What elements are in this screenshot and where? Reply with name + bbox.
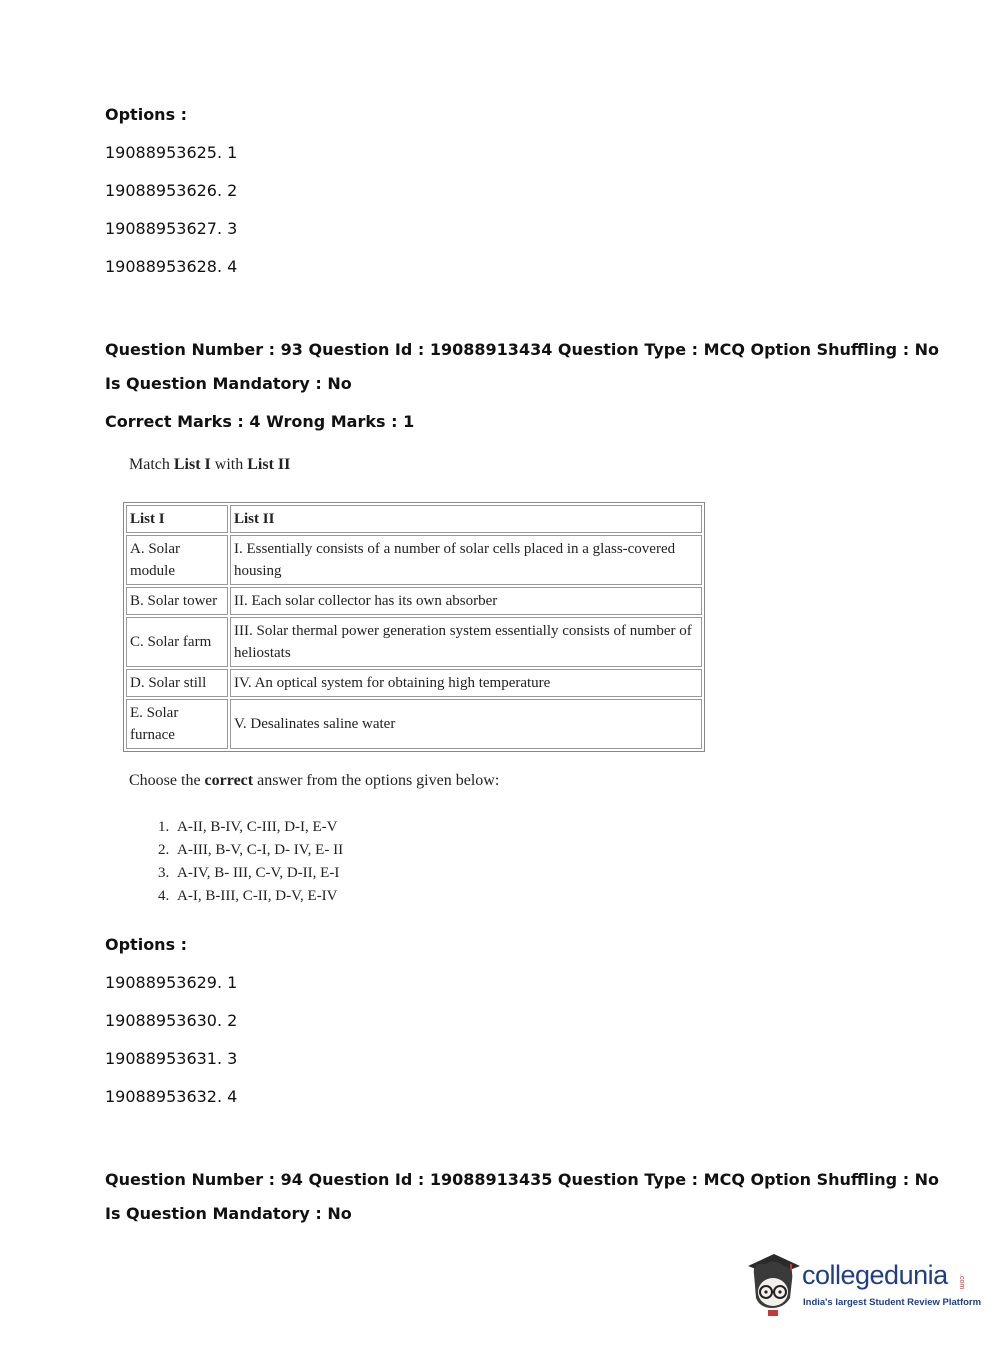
answer-choice: 1. A-II, B-IV, C-III, D-I, E-V <box>173 816 343 839</box>
answer-choice-list <box>129 816 343 908</box>
option-item: 19088953631. 3 <box>105 1049 238 1068</box>
prompt-text: Match <box>129 456 174 473</box>
logo-wordmark: collegedunia <box>802 1260 948 1290</box>
answer-choice: 3. A-IV, B- III, C-V, D-II, E-I <box>173 862 343 885</box>
collegedunia-logo <box>744 1250 982 1320</box>
mascot-icon <box>744 1250 804 1320</box>
answer-choice: 4. A-I, B-III, C-II, D-V, E-IV <box>173 885 343 908</box>
match-table <box>123 502 705 752</box>
table-cell: V. Desalinates saline water <box>230 699 702 749</box>
prompt-list2: List II <box>247 456 291 473</box>
table-row <box>126 617 702 667</box>
choose-instruction <box>129 772 499 790</box>
instruction-text: Choose the <box>129 772 205 789</box>
option-item: 19088953626. 2 <box>105 181 238 200</box>
prompt-text: with <box>210 456 248 473</box>
question-header: Question Number : 94 Question Id : 19088913435 Question Type : MCQ Option Shuffling : No <box>105 1170 940 1189</box>
question-mandatory: Is Question Mandatory : No <box>105 374 352 393</box>
table-row <box>126 535 702 585</box>
table-row <box>126 669 702 697</box>
options-label: Options : <box>105 105 188 124</box>
instruction-emphasis: correct <box>204 772 254 789</box>
table-row <box>126 699 702 749</box>
question-marks: Correct Marks : 4 Wrong Marks : 1 <box>105 412 415 431</box>
options-label: Options : <box>105 935 188 954</box>
column-header-list1: List I <box>126 505 228 533</box>
question-prompt <box>129 456 290 474</box>
option-item: 19088953630. 2 <box>105 1011 238 1030</box>
table-header-row <box>126 505 702 533</box>
table-cell: IV. An optical system for obtaining high temperature <box>230 669 702 697</box>
logo-suffix: .com <box>958 1274 965 1290</box>
column-header-list2: List II <box>230 505 702 533</box>
option-item: 19088953627. 3 <box>105 219 238 238</box>
table-cell: C. Solar farm <box>126 617 228 667</box>
instruction-text: answer from the options given below: <box>253 772 500 789</box>
table-cell: III. Solar thermal power generation system essentially consists of number of heliostats <box>230 617 702 667</box>
table-cell: A. Solar module <box>126 535 228 585</box>
table-cell: B. Solar tower <box>126 587 228 615</box>
answer-choice: 2. A-III, B-V, C-I, D- IV, E- II <box>173 839 343 862</box>
option-item: 19088953629. 1 <box>105 973 238 992</box>
table-cell: E. Solar furnace <box>126 699 228 749</box>
logo-tagline: India's largest Student Review Platform <box>803 1297 982 1308</box>
option-item: 19088953625. 1 <box>105 143 238 162</box>
table-row <box>126 587 702 615</box>
prompt-list1: List I <box>173 456 211 473</box>
table-cell: D. Solar still <box>126 669 228 697</box>
question-header: Question Number : 93 Question Id : 19088913434 Question Type : MCQ Option Shuffling : No <box>105 340 940 359</box>
question-mandatory: Is Question Mandatory : No <box>105 1204 352 1223</box>
table-cell: II. Each solar collector has its own absorber <box>230 587 702 615</box>
option-item: 19088953632. 4 <box>105 1087 238 1106</box>
option-item: 19088953628. 4 <box>105 257 238 276</box>
table-cell: I. Essentially consists of a number of solar cells placed in a glass-covered housing <box>230 535 702 585</box>
